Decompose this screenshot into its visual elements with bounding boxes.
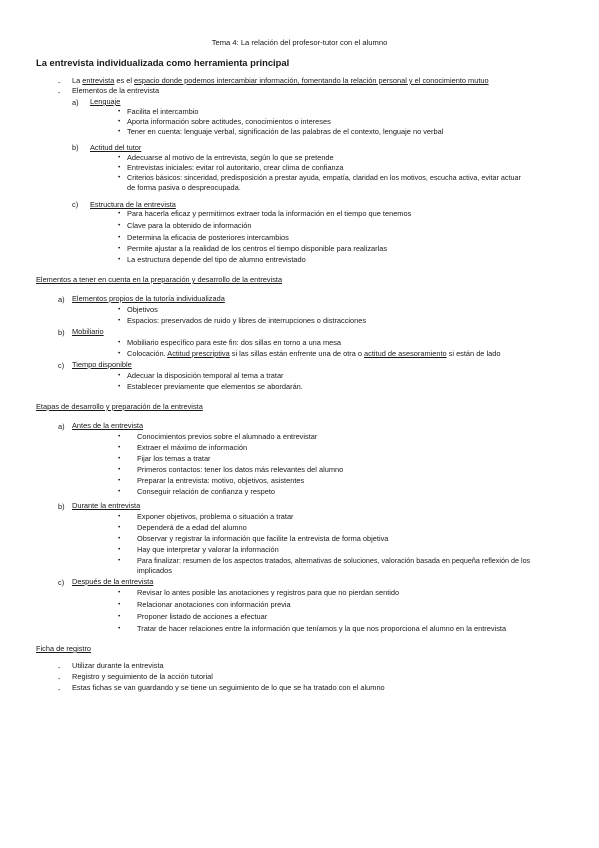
bullet: •: [118, 557, 121, 564]
bullet: •: [118, 306, 121, 313]
list-item: Facilita el intercambio: [127, 107, 199, 116]
list-item: Observar y registrar la información que facilite la entrevista de forma objetiva: [137, 534, 389, 543]
bullet: •: [118, 589, 121, 596]
bullet: •: [118, 339, 121, 346]
dash-marker: -: [58, 674, 61, 683]
list-item: Registro y seguimiento de la acción tutorial: [72, 672, 213, 681]
list-item-continuation: implicados: [137, 566, 172, 575]
dash-marker: -: [58, 663, 61, 672]
list-item: Clave para la obtenido de información: [127, 221, 252, 230]
list-item: Extraer el máximo de información: [137, 443, 248, 452]
bullet: •: [118, 625, 121, 632]
marker-b: b): [58, 502, 65, 511]
list-item: Criterios básicos: sinceridad, predisposición a prestar ayuda, empatía, claridad en los motivos, escucha activa, evitar actuar: [127, 173, 521, 182]
marker-b: b): [72, 143, 79, 152]
label-antes: Antes de la entrevista: [72, 421, 144, 430]
list-item: Dependerá de a edad del alumno: [137, 523, 247, 532]
page-header: Tema 4: La relación del profesor-tutor con el alumno: [211, 38, 388, 47]
list-item: Espacios: preservados de ruido y libres de interrupciones o distracciones: [127, 316, 367, 325]
bullet: •: [118, 234, 121, 241]
bullet: •: [118, 477, 121, 484]
list-item: Utilizar durante la entrevista: [72, 661, 164, 670]
bullet: •: [118, 601, 121, 608]
bullet: •: [118, 466, 121, 473]
list-item: Permite ajustar a la realidad de los centros el tiempo disponible para realizarlas: [127, 244, 388, 253]
list-item: Conocimientos previos sobre el alumnado a entrevistar: [137, 432, 318, 441]
intro-elements: Elementos de la entrevista: [72, 86, 160, 95]
bullet: •: [118, 455, 121, 462]
list-item: Colocación. Actitud prescriptiva si las sillas están enfrente una de otra o actitud de asesoramiento si están de lado: [127, 349, 501, 358]
list-item: Tratar de hacer relaciones entre la información que teníamos y la que nos proporciona el alumno en la entrevista: [137, 624, 507, 633]
label-actitud-tutor: Actitud del tutor: [90, 143, 142, 152]
label-durante: Durante la entrevista: [72, 501, 141, 510]
bullet: •: [118, 513, 121, 520]
list-item: Entrevistas iniciales: evitar rol autoritario, crear clima de confianza: [127, 163, 344, 172]
marker-c: c): [72, 200, 79, 209]
bullet: •: [118, 317, 121, 324]
list-item: Exponer objetivos, problema o situación a tratar: [137, 512, 294, 521]
list-item: Para hacerla eficaz y permitirnos extraer toda la información en el tiempo que tenemos: [127, 209, 412, 218]
section-title: Elementos a tener en cuenta en la preparación y desarrollo de la entrevista: [36, 275, 283, 284]
label-despues: Después de la entrevista: [72, 577, 154, 586]
bullet: •: [118, 128, 121, 135]
bullet: •: [118, 433, 121, 440]
dash-marker: -: [58, 78, 61, 87]
section-title: Ficha de registro: [36, 644, 92, 653]
bullet: •: [118, 535, 121, 542]
list-item: Proponer listado de acciones a efectuar: [137, 612, 268, 621]
list-item: Relacionar anotaciones con información previa: [137, 600, 291, 609]
label-lenguaje: Lenguaje: [90, 97, 121, 106]
bullet: •: [118, 174, 121, 181]
label-estructura: Estructura de la entrevista: [90, 200, 176, 209]
label-mobiliario: Mobiliario: [72, 327, 104, 336]
list-item-continuation: de forma pasiva o despreocupada.: [127, 183, 241, 192]
dash-marker: -: [58, 685, 61, 694]
bullet: •: [118, 118, 121, 125]
list-item: Aporta información sobre actitudes, conocimientos o intereses: [127, 117, 331, 126]
bullet: •: [118, 350, 121, 357]
marker-a: a): [58, 295, 65, 304]
bullet: •: [118, 372, 121, 379]
marker-a: a): [72, 98, 79, 107]
bullet: •: [118, 154, 121, 161]
bullet: •: [118, 546, 121, 553]
list-item: Hay que interpretar y valorar la información: [137, 545, 279, 554]
label-elementos-propios: Elementos propios de la tutoría individualizada: [72, 294, 225, 303]
list-item: Determina la eficacia de posteriores intercambios: [127, 233, 289, 242]
bullet: •: [118, 245, 121, 252]
list-item: Tener en cuenta: lenguaje verbal, significación de las palabras de el contexto, lenguaje no verbal: [127, 127, 444, 136]
list-item: Mobiliario específico para este fin: dos sillas en torno a una mesa: [127, 338, 342, 347]
bullet: •: [118, 108, 121, 115]
marker-c: c): [58, 578, 65, 587]
list-item: Establecer previamente que elementos se abordarán.: [127, 382, 303, 391]
list-item: Estas fichas se van guardando y se tiene un seguimiento de lo que se ha tratado con el alumno: [72, 683, 385, 692]
list-item: Adecuarse al motivo de la entrevista, según lo que se pretende: [127, 153, 334, 162]
marker-b: b): [58, 328, 65, 337]
bullet: •: [118, 210, 121, 217]
bullet: •: [118, 444, 121, 451]
list-item: La estructura depende del tipo de alumno entrevistado: [127, 255, 306, 264]
list-item: Adecuar la disposición temporal al tema a tratar: [127, 371, 284, 380]
list-item: Primeros contactos: tener los datos más relevantes del alumno: [137, 465, 344, 474]
section-title: Etapas de desarrollo y preparación de la entrevista: [36, 402, 203, 411]
marker-a: a): [58, 422, 65, 431]
label-tiempo: Tiempo disponible: [72, 360, 132, 369]
list-item: Conseguir relación de confianza y respeto: [137, 487, 276, 496]
dash-marker: -: [58, 88, 61, 97]
list-item: Fijar los temas a tratar: [137, 454, 211, 463]
bullet: •: [118, 613, 121, 620]
list-item: Revisar lo antes posible las anotaciones y registros para que no pierdan sentido: [137, 588, 400, 597]
main-title: La entrevista individualizada como herramienta principal: [36, 57, 290, 68]
bullet: •: [118, 383, 121, 390]
bullet: •: [118, 488, 121, 495]
bullet: •: [118, 256, 121, 263]
bullet: •: [118, 524, 121, 531]
marker-c: c): [58, 361, 65, 370]
bullet: •: [118, 164, 121, 171]
bullet: •: [118, 222, 121, 229]
list-item: Objetivos: [127, 305, 158, 314]
list-item: Preparar la entrevista: motivo, objetivos, asistentes: [137, 476, 305, 485]
list-item: Para finalizar: resumen de los aspectos tratados, alternativas de soluciones, valoración basada en pequeña reflexión de los: [137, 556, 531, 565]
intro-line: La entrevista es el espacio donde podemos intercambiar información, fomentando la relación personal y el conocimiento mutuo: [72, 76, 489, 85]
